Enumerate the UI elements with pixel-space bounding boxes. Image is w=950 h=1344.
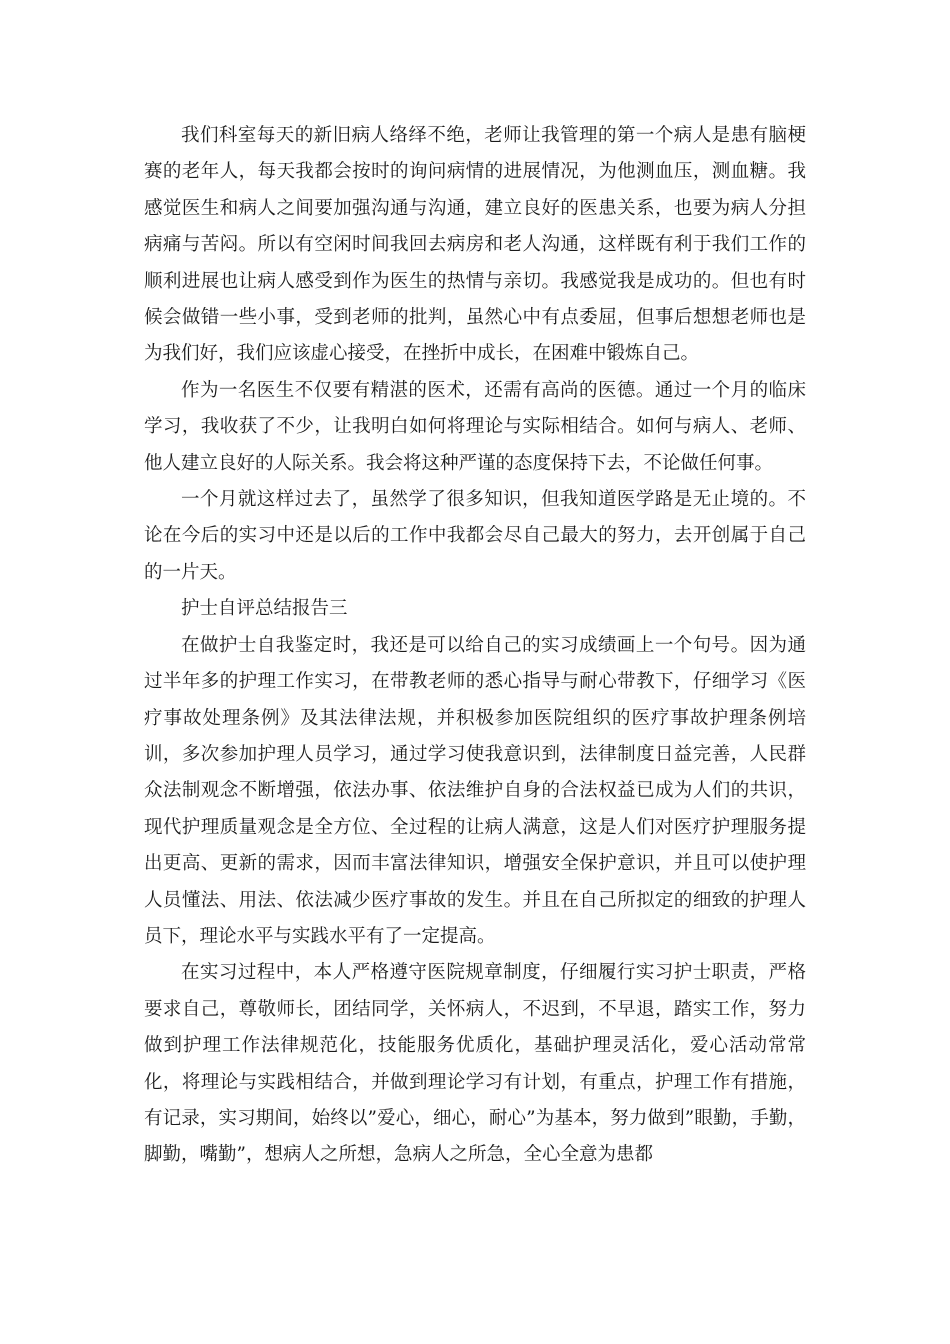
paragraph-1: 我们科室每天的新旧病人络绎不绝，老师让我管理的第一个病人是患有脑梗赛的老年人，每天我都会按时的询问病情的进展情况，为他测血压，测血糖。我感觉医生和病人之间要加强沟通与沟通，建立良好的医患关系，也要为病人分担病痛与苦闷。所以有空闲时间我回去病房和老人沟通，这样既有利于我们工作的顺利进展也让病人感受到作为医生的热情与亲切。我感觉我是成功的。但也有时候会做错一些小事，受到老师的批判，虽然心中有点委屈，但事后想想老师也是为我们好，我们应该虚心接受，在挫折中成长，在困难中锻炼自己。	[144, 125, 806, 365]
document-body	[144, 118, 806, 1174]
paragraph-4: 在做护士自我鉴定时，我还是可以给自己的实习成绩画上一个句号。因为通过半年多的护理工作实习，在带教老师的悉心指导与耐心带教下，仔细学习《医疗事故处理条例》及其法律法规，并积极参加医院组织的医疗事故护理条例培训，多次参加护理人员学习，通过学习使我意识到，法律制度日益完善，人民群众法制观念不断增强，依法办事、依法维护自身的合法权益已成为人们的共识，现代护理质量观念是全方位、全过程的让病人满意，这是人们对医疗护理服务提出更高、更新的需求，因而丰富法律知识，增强安全保护意识，并且可以使护理人员懂法、用法、依法减少医疗事故的发生。并且在自己所拟定的细致的护理人员下，理论水平与实践水平有了一定提高。	[144, 634, 806, 947]
paragraph-5: 在实习过程中，本人严格遵守医院规章制度，仔细履行实习护士职责，严格要求自己，尊敬师长，团结同学，关怀病人，不迟到，不早退，踏实工作，努力做到护理工作法律规范化，技能服务优质化，基础护理灵活化，爱心活动常常化，将理论与实践相结合，并做到理论学习有计划，有重点，护理工作有措施，有记录，实习期间，始终以”爱心，细心，耐心”为基本，努力做到”眼勤，手勤，脚勤，嘴勤”，想病人之所想，急病人之所急，全心全意为患都	[144, 962, 806, 1166]
paragraph-3: 一个月就这样过去了，虽然学了很多知识，但我知道医学路是无止境的。不论在今后的实习中还是以后的工作中我都会尽自己最大的努力，去开创属于自己的一片天。	[144, 489, 806, 583]
section-heading: 护士自评总结报告三	[181, 598, 348, 620]
paragraph-2: 作为一名医生不仅要有精湛的医术，还需有高尚的医德。通过一个月的临床学习，我收获了不少，让我明白如何将理论与实际相结合。如何与病人、老师、他人建立良好的人际关系。我会将这种严谨的态度保持下去，不论做任何事。	[144, 379, 806, 474]
